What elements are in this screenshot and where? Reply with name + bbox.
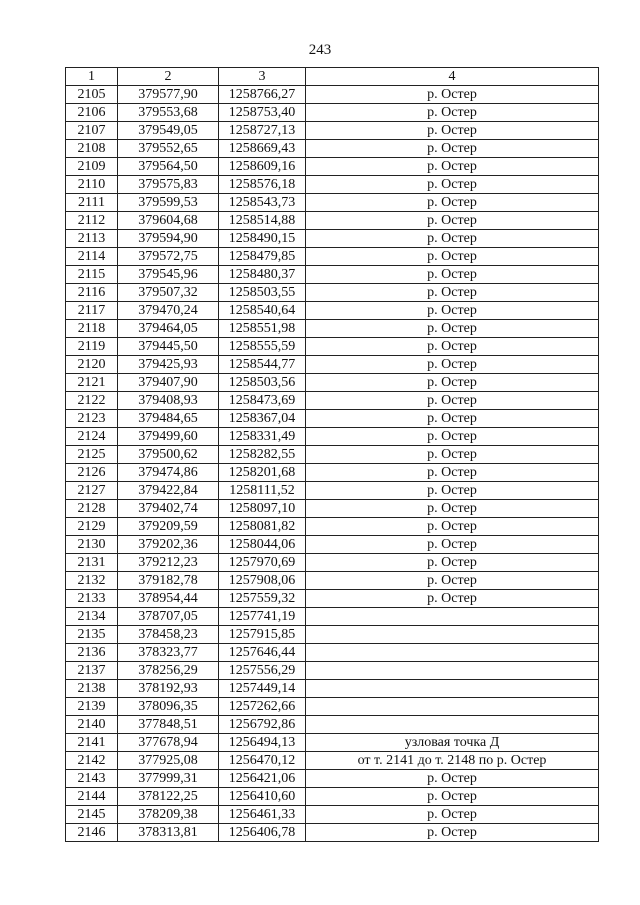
coord-y: 1256410,60 [219, 788, 306, 806]
coord-y: 1258544,77 [219, 356, 306, 374]
point-number: 2132 [66, 572, 118, 590]
coord-y: 1258201,68 [219, 464, 306, 482]
table-row [66, 302, 599, 320]
table-row [66, 356, 599, 374]
table-row [66, 788, 599, 806]
column-header-4: 4 [306, 68, 599, 86]
description: р. Остер [306, 104, 599, 122]
point-number: 2111 [66, 194, 118, 212]
point-number: 2143 [66, 770, 118, 788]
coord-y: 1256406,78 [219, 824, 306, 842]
description: р. Остер [306, 428, 599, 446]
description: р. Остер [306, 302, 599, 320]
table-row [66, 392, 599, 410]
coord-x: 379202,36 [118, 536, 219, 554]
coord-y: 1257741,19 [219, 608, 306, 626]
table-row [66, 194, 599, 212]
point-number: 2127 [66, 482, 118, 500]
table-row [66, 284, 599, 302]
table-row [66, 680, 599, 698]
table-row [66, 518, 599, 536]
description [306, 680, 599, 698]
point-number: 2121 [66, 374, 118, 392]
description: р. Остер [306, 122, 599, 140]
table-row [66, 140, 599, 158]
coord-x: 379484,65 [118, 410, 219, 428]
point-number: 2123 [66, 410, 118, 428]
point-number: 2124 [66, 428, 118, 446]
coord-y: 1256494,13 [219, 734, 306, 752]
point-number: 2140 [66, 716, 118, 734]
description: р. Остер [306, 464, 599, 482]
coord-x: 379594,90 [118, 230, 219, 248]
coord-y: 1258514,88 [219, 212, 306, 230]
table-row [66, 644, 599, 662]
coord-x: 378122,25 [118, 788, 219, 806]
coord-y: 1258727,13 [219, 122, 306, 140]
description: р. Остер [306, 356, 599, 374]
table-row [66, 230, 599, 248]
description: р. Остер [306, 374, 599, 392]
description: р. Остер [306, 500, 599, 518]
coord-y: 1257970,69 [219, 554, 306, 572]
coord-y: 1258503,56 [219, 374, 306, 392]
coord-x: 379577,90 [118, 86, 219, 104]
coord-y: 1258609,16 [219, 158, 306, 176]
description [306, 644, 599, 662]
coord-y: 1257915,85 [219, 626, 306, 644]
coord-y: 1257908,06 [219, 572, 306, 590]
description [306, 716, 599, 734]
coord-y: 1256461,33 [219, 806, 306, 824]
table-row [66, 104, 599, 122]
description: р. Остер [306, 212, 599, 230]
coord-y: 1258490,15 [219, 230, 306, 248]
table-row [66, 608, 599, 626]
description [306, 626, 599, 644]
description: р. Остер [306, 788, 599, 806]
table-row [66, 338, 599, 356]
coord-x: 379182,78 [118, 572, 219, 590]
point-number: 2135 [66, 626, 118, 644]
coord-y: 1258503,55 [219, 284, 306, 302]
point-number: 2109 [66, 158, 118, 176]
point-number: 2134 [66, 608, 118, 626]
coord-x: 378096,35 [118, 698, 219, 716]
point-number: 2122 [66, 392, 118, 410]
coord-y: 1256421,06 [219, 770, 306, 788]
description: р. Остер [306, 284, 599, 302]
coord-x: 379407,90 [118, 374, 219, 392]
column-header-2: 2 [118, 68, 219, 86]
coord-x: 379464,05 [118, 320, 219, 338]
coord-x: 379572,75 [118, 248, 219, 266]
table-row [66, 716, 599, 734]
coord-x: 378458,23 [118, 626, 219, 644]
coord-y: 1257646,44 [219, 644, 306, 662]
page-number: 243 [308, 42, 332, 58]
description: р. Остер [306, 824, 599, 842]
coord-y: 1258540,64 [219, 302, 306, 320]
point-number: 2118 [66, 320, 118, 338]
description: р. Остер [306, 410, 599, 428]
description: р. Остер [306, 482, 599, 500]
point-number: 2131 [66, 554, 118, 572]
coord-y: 1258081,82 [219, 518, 306, 536]
point-number: 2125 [66, 446, 118, 464]
table-header-row [66, 68, 599, 86]
description: р. Остер [306, 536, 599, 554]
table-row [66, 824, 599, 842]
coord-y: 1258480,37 [219, 266, 306, 284]
coord-y: 1257262,66 [219, 698, 306, 716]
point-number: 2126 [66, 464, 118, 482]
coordinates-table [65, 67, 599, 842]
coord-x: 379549,05 [118, 122, 219, 140]
column-header-3: 3 [219, 68, 306, 86]
coord-y: 1258111,52 [219, 482, 306, 500]
point-number: 2129 [66, 518, 118, 536]
table-row [66, 158, 599, 176]
coord-x: 377925,08 [118, 752, 219, 770]
description: р. Остер [306, 446, 599, 464]
point-number: 2139 [66, 698, 118, 716]
coord-x: 379499,60 [118, 428, 219, 446]
point-number: 2136 [66, 644, 118, 662]
coord-y: 1258367,04 [219, 410, 306, 428]
table-row [66, 626, 599, 644]
table-row [66, 590, 599, 608]
description: р. Остер [306, 248, 599, 266]
table-row [66, 266, 599, 284]
coord-x: 379212,23 [118, 554, 219, 572]
point-number: 2146 [66, 824, 118, 842]
point-number: 2141 [66, 734, 118, 752]
coord-x: 379425,93 [118, 356, 219, 374]
coord-y: 1258669,43 [219, 140, 306, 158]
description: р. Остер [306, 392, 599, 410]
coord-y: 1258479,85 [219, 248, 306, 266]
coord-x: 379507,32 [118, 284, 219, 302]
table-row [66, 248, 599, 266]
table-body [66, 86, 599, 842]
table-row [66, 428, 599, 446]
table-row [66, 464, 599, 482]
table-row [66, 212, 599, 230]
table-row [66, 374, 599, 392]
coord-y: 1257556,29 [219, 662, 306, 680]
table-row [66, 446, 599, 464]
point-number: 2116 [66, 284, 118, 302]
table-row [66, 698, 599, 716]
table-row [66, 572, 599, 590]
description: р. Остер [306, 806, 599, 824]
point-number: 2145 [66, 806, 118, 824]
coord-y: 1258282,55 [219, 446, 306, 464]
coord-x: 379564,50 [118, 158, 219, 176]
description [306, 662, 599, 680]
description: р. Остер [306, 518, 599, 536]
coord-x: 379422,84 [118, 482, 219, 500]
coord-y: 1258543,73 [219, 194, 306, 212]
description [306, 608, 599, 626]
point-number: 2133 [66, 590, 118, 608]
point-number: 2130 [66, 536, 118, 554]
point-number: 2142 [66, 752, 118, 770]
coord-x: 379474,86 [118, 464, 219, 482]
table-row [66, 482, 599, 500]
table-row [66, 536, 599, 554]
point-number: 2112 [66, 212, 118, 230]
coord-x: 378707,05 [118, 608, 219, 626]
table-row [66, 320, 599, 338]
description: от т. 2141 до т. 2148 по р. Остер [306, 752, 599, 770]
description: р. Остер [306, 194, 599, 212]
table-row [66, 554, 599, 572]
point-number: 2137 [66, 662, 118, 680]
coord-x: 378954,44 [118, 590, 219, 608]
table-row [66, 770, 599, 788]
point-number: 2120 [66, 356, 118, 374]
coord-y: 1257449,14 [219, 680, 306, 698]
coord-y: 1258331,49 [219, 428, 306, 446]
table-row [66, 806, 599, 824]
coord-y: 1258753,40 [219, 104, 306, 122]
point-number: 2110 [66, 176, 118, 194]
point-number: 2113 [66, 230, 118, 248]
coord-x: 379545,96 [118, 266, 219, 284]
coord-x: 377678,94 [118, 734, 219, 752]
table-row [66, 122, 599, 140]
point-number: 2114 [66, 248, 118, 266]
coord-x: 378323,77 [118, 644, 219, 662]
coord-x: 379209,59 [118, 518, 219, 536]
coord-x: 379470,24 [118, 302, 219, 320]
table-row [66, 500, 599, 518]
coord-x: 377848,51 [118, 716, 219, 734]
description: р. Остер [306, 770, 599, 788]
table-row [66, 752, 599, 770]
coord-y: 1258473,69 [219, 392, 306, 410]
description: р. Остер [306, 266, 599, 284]
coord-x: 378256,29 [118, 662, 219, 680]
coord-x: 379604,68 [118, 212, 219, 230]
table-row [66, 734, 599, 752]
coord-x: 379575,83 [118, 176, 219, 194]
table-row [66, 176, 599, 194]
point-number: 2138 [66, 680, 118, 698]
coord-y: 1258555,59 [219, 338, 306, 356]
coord-y: 1256470,12 [219, 752, 306, 770]
column-header-1: 1 [66, 68, 118, 86]
point-number: 2144 [66, 788, 118, 806]
coord-y: 1256792,86 [219, 716, 306, 734]
description: р. Остер [306, 572, 599, 590]
description: р. Остер [306, 338, 599, 356]
coord-x: 377999,31 [118, 770, 219, 788]
point-number: 2117 [66, 302, 118, 320]
point-number: 2119 [66, 338, 118, 356]
description: р. Остер [306, 590, 599, 608]
table-row [66, 86, 599, 104]
coord-x: 379500,62 [118, 446, 219, 464]
coord-x: 379599,53 [118, 194, 219, 212]
description [306, 698, 599, 716]
coord-y: 1258044,06 [219, 536, 306, 554]
point-number: 2107 [66, 122, 118, 140]
description: р. Остер [306, 554, 599, 572]
description: р. Остер [306, 86, 599, 104]
coord-y: 1258766,27 [219, 86, 306, 104]
coord-y: 1257559,32 [219, 590, 306, 608]
coord-x: 379408,93 [118, 392, 219, 410]
table-row [66, 410, 599, 428]
description: р. Остер [306, 140, 599, 158]
coord-x: 378313,81 [118, 824, 219, 842]
coord-x: 379553,68 [118, 104, 219, 122]
point-number: 2105 [66, 86, 118, 104]
point-number: 2128 [66, 500, 118, 518]
coord-x: 379402,74 [118, 500, 219, 518]
description: р. Остер [306, 158, 599, 176]
description: р. Остер [306, 230, 599, 248]
coord-y: 1258551,98 [219, 320, 306, 338]
table-row [66, 662, 599, 680]
coord-x: 378209,38 [118, 806, 219, 824]
point-number: 2106 [66, 104, 118, 122]
coord-x: 378192,93 [118, 680, 219, 698]
coord-x: 379445,50 [118, 338, 219, 356]
description: р. Остер [306, 320, 599, 338]
coord-y: 1258576,18 [219, 176, 306, 194]
description: узловая точка Д [306, 734, 599, 752]
point-number: 2108 [66, 140, 118, 158]
description: р. Остер [306, 176, 599, 194]
coord-y: 1258097,10 [219, 500, 306, 518]
coord-x: 379552,65 [118, 140, 219, 158]
point-number: 2115 [66, 266, 118, 284]
